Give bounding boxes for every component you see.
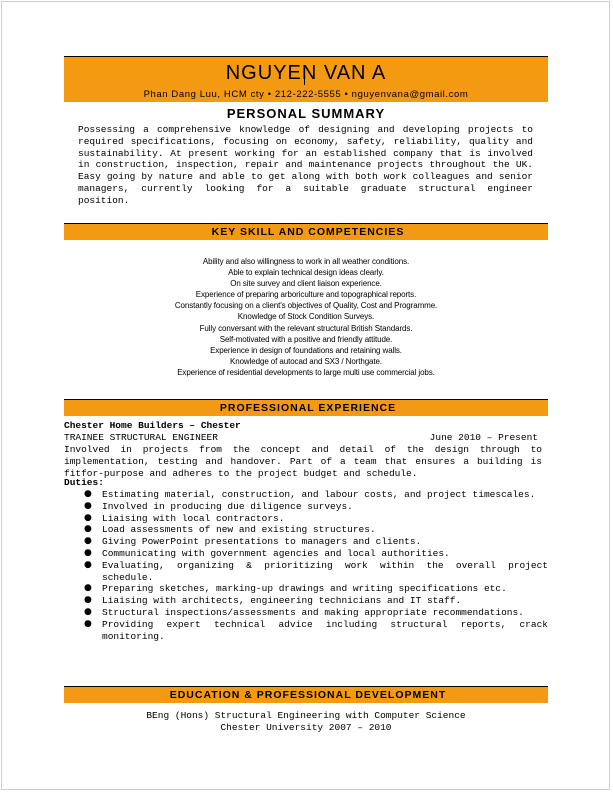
skills-header-band [64,223,548,240]
summary-text: Possessing a comprehensive knowledge of designing and developing projects to required specifications, focusing on economy, safety, reliability, quality and sustainability. At present working for an established company that is involved in construction, inspection, repair and maintenance projects throughout the UK. Easy going by nature and able to get along with both work colleagues and senior managers, currently looking for a suitable graduate structural engineer position. [78,124,533,206]
company-name: Chester Home Builders – Chester [64,420,241,431]
bullet-icon: ● [84,512,92,523]
skill-item: Constantly focusing on a client's objectives of Quality, Cost and Programme. [174,301,438,311]
duty-item [64,607,548,619]
job-title: TRAINEE STRUCTURAL ENGINEER [64,432,218,443]
bullet-icon: ● [84,489,92,499]
duty-text: Load assessments of new and existing structures. [102,524,376,536]
duty-text: Estimating material, construction, and labour costs, and project timescales. [102,489,536,500]
duty-text: Involved in producing due diligence surveys. [102,500,353,512]
duty-item [64,536,548,548]
skill-item: Experience of preparing arboriculture and topographical reports. [195,290,417,300]
duty-text: Structural inspections/assessments and making appropriate recommendations. [102,606,524,618]
bullet-icon: ● [84,524,92,535]
duties-label: Duties: [64,477,104,488]
candidate-name: NGUYEN VAN A [225,62,387,84]
skill-item: Ability and also willingness to work in all weather conditions. [202,257,410,266]
duty-item [64,548,548,560]
skill-item: Knowledge of autocad and SX3 / Northgate. [229,356,382,366]
skills-title: KEY SKILL AND COMPETENCIES [211,226,405,238]
duty-text: Providing expert technical advice including structural reports, crack monitoring. [102,618,548,642]
institution: Chester University 2007 – 2010 [220,722,392,733]
bullet-icon: ● [84,583,92,594]
skill-item: Self-motivated with a positive and friendly attitude. [219,334,393,344]
skill-item: Knowledge of Stock Condition Surveys. [237,312,375,322]
bullet-icon: ● [84,559,92,570]
duty-text: Liaising with architects, engineering technicians and IT staff. [102,595,462,607]
duty-text: Preparing sketches, marking-up drawings and writing specifications etc. [102,583,507,595]
role-line [64,432,548,444]
bullet-icon: ● [84,536,92,547]
summary-title: PERSONAL SUMMARY [226,106,386,121]
skill-item: Experience in design of foundations and retaining walls. [210,345,402,355]
duty-item [64,583,548,595]
header-band [64,56,548,102]
skill-item: Experience of residential developments to large multi use commercial jobs. [177,367,435,377]
education-header-band [64,686,548,703]
duty-item [64,524,548,536]
duty-text: Giving PowerPoint presentations to managers and clients. [102,536,422,548]
experience-header-band [64,399,548,416]
experience-title: PROFESSIONAL EXPERIENCE [219,402,397,414]
bullet-icon: ● [84,547,92,558]
job-dates: June 2010 – Present [429,432,538,443]
job-description: Involved in projects from the concept and detail of the design through to implementation, testing and handover. Part of a team that ensures a building is fitfor-purpose and adheres to the project budget and schedule. [64,444,542,479]
duty-item [64,513,548,525]
skill-item: Able to explain technical design ideas clearly. [228,268,384,278]
bullet-icon: ● [84,500,92,511]
education-title: EDUCATION & PROFESSIONAL DEVELOPMENT [169,689,447,701]
contact-line: Phan Dang Luu, HCM cty • 212-222-5555 • nguyenvana@gmail.com [143,89,469,100]
duty-item [64,560,548,584]
skill-item: On site survey and client liaison experience. [230,279,382,289]
bullet-icon: ● [84,606,92,617]
duty-item [64,619,548,643]
bullet-icon: ● [84,595,92,606]
duty-item [64,501,548,513]
duty-item [64,489,548,501]
duty-text: Evaluating, organizing & prioritizing work within the overall project schedule. [102,559,548,583]
duty-text: Liaising with local contractors. [102,512,285,524]
degree: BEng (Hons) Structural Engineering with Computer Science [146,710,466,721]
skill-item: Fully conversant with the relevant structural British Standards. [199,323,413,333]
skills-list [64,256,548,378]
duties-list [64,489,548,642]
duty-text: Communicating with government agencies and local authorities. [102,547,450,559]
bullet-icon: ● [84,618,92,629]
duty-item [64,595,548,607]
